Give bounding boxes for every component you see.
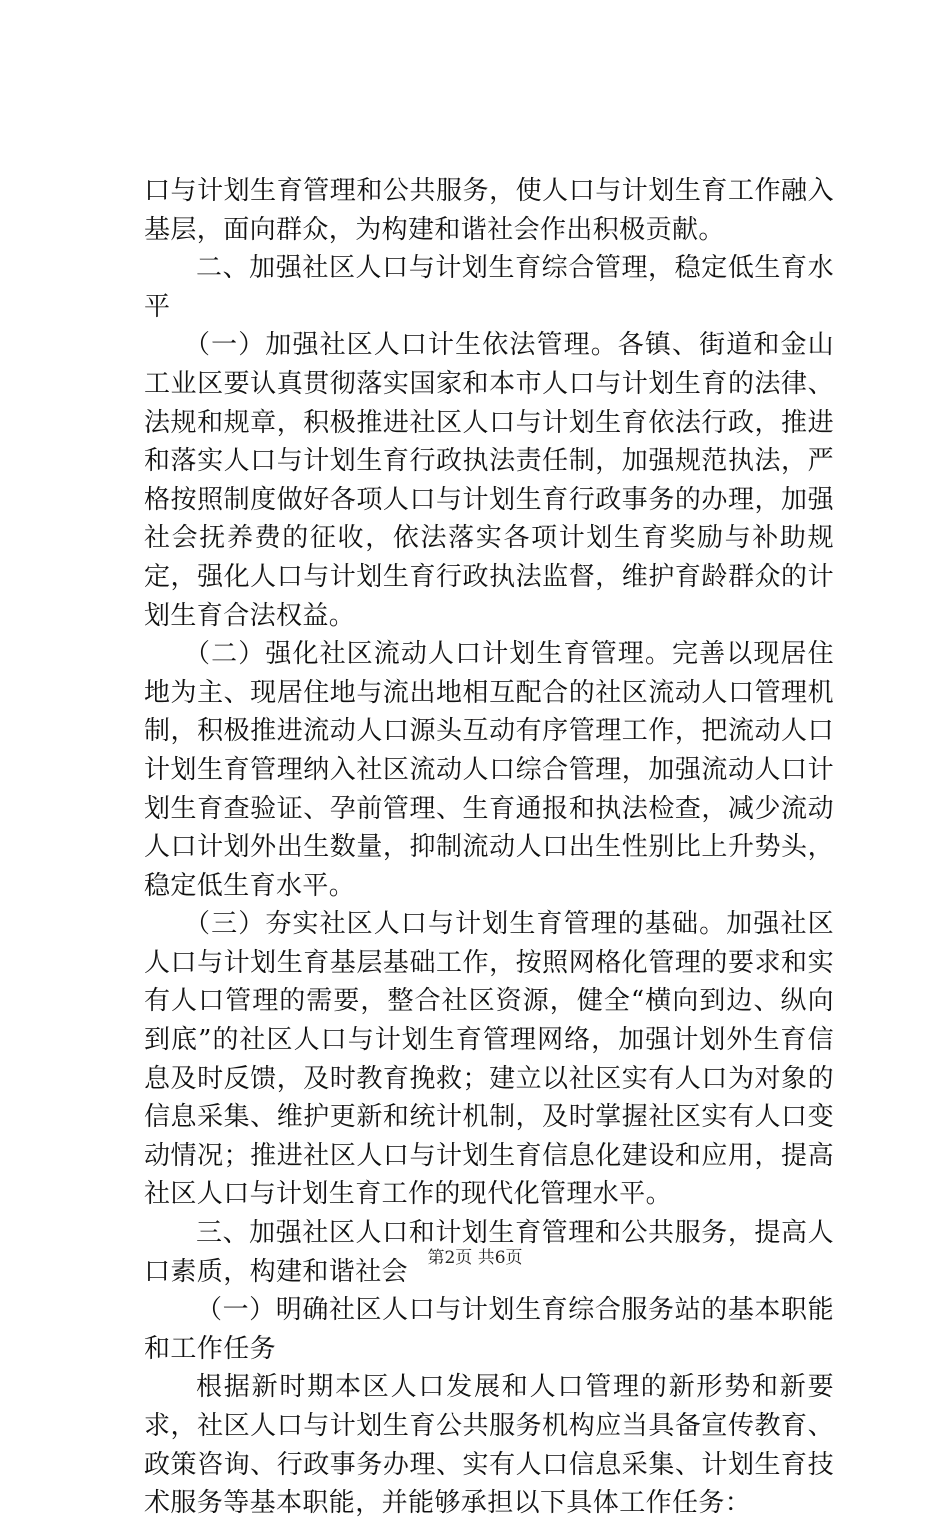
paragraph-service-tasks: 根据新时期本区人口发展和人口管理的新形势和新要求，社区人口与计划生育公共服务机构应当具备宣传教育、政策咨询、行政事务办理、实有人口信息采集、计划生育技术服务等基本职能，并能够承担以下具体工作任务： <box>144 1372 834 1519</box>
subsection-heading-functions: （一）明确社区人口与计划生育综合服务站的基本职能和工作任务 <box>144 1295 834 1364</box>
section-heading-two: 二、加强社区人口与计划生育综合管理，稳定低生育水平 <box>144 253 834 322</box>
paragraph-legal-management: （一）加强社区人口计生依法管理。各镇、街道和金山工业区要认真贯彻落实国家和本市人口与计划生育的法律、法规和规章，积极推进社区人口与计划生育依法行政，推进和落实人口与计划生育行政执法责任制，加强规范执法，严格按照制度做好各项人口与计划生育行政事务的办理，加强社会抚养费的征收，依法落实各项计划生育奖励与补助规定，强化人口与计划生育行政执法监督，维护育龄群众的计划生育合法权益。 <box>144 330 834 631</box>
paragraph-floating-population: （二）强化社区流动人口计划生育管理。完善以现居住地为主、现居住地与流出地相互配合的社区流动人口管理机制，积极推进流动人口源头互动有序管理工作，把流动人口计划生育管理纳入社区流动人口综合管理，加强流动人口计划生育查验证、孕前管理、生育通报和执法检查，减少流动人口计划外出生数量，抑制流动人口出生性别比上升势头，稳定低生育水平。 <box>144 639 834 901</box>
page-number: 第2页 共6页 <box>427 1248 523 1268</box>
document-body <box>144 172 834 1523</box>
section-heading-three: 三、加强社区人口和计划生育管理和公共服务，提高人口素质，构建和谐社会 <box>144 1218 834 1287</box>
page-footer <box>0 1247 950 1269</box>
paragraph-continuation: 口与计划生育管理和公共服务，使人口与计划生育工作融入基层，面向群众，为构建和谐社会作出积极贡献。 <box>144 176 834 245</box>
paragraph-foundation: （三）夯实社区人口与计划生育管理的基础。加强社区人口与计划生育基层基础工作，按照网格化管理的要求和实有人口管理的需要，整合社区资源，健全“横向到边、纵向到底”的社区人口与计划生育管理网络，加强计划外生育信息及时反馈，及时教育挽救；建立以社区实有人口为对象的信息采集、维护更新和统计机制，及时掌握社区实有人口变动情况；推进社区人口与计划生育信息化建设和应用，提高社区人口与计划生育工作的现代化管理水平。 <box>144 909 834 1210</box>
